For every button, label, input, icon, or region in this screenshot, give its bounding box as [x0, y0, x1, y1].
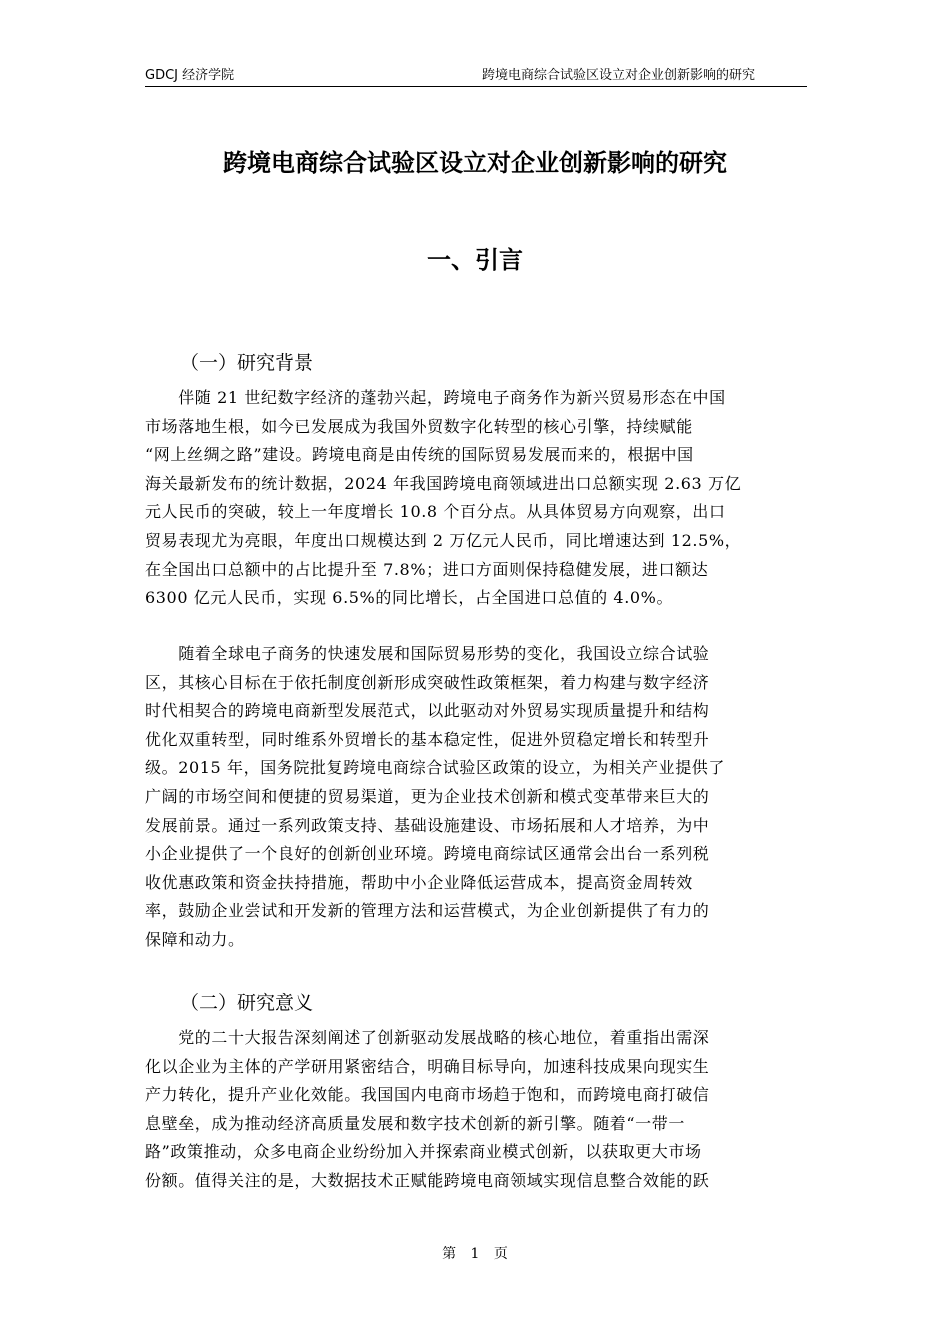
text-line: 海关最新发布的统计数据，2024 年我国跨境电商领域进出口总额实现 2.63 万亿: [145, 473, 742, 493]
paragraph-background-1: [145, 384, 807, 613]
page-number: 1: [470, 1246, 480, 1262]
text-line: 贸易表现尤为亮眼，年度出口规模达到 2 万亿元人民币，同比增速达到 12.5%，: [145, 530, 742, 550]
subheading-research-background: （一）研究背景: [180, 352, 314, 374]
text-line: 化以企业为主体的产学研用紧密结合，明确目标导向，加速科技成果向现实生: [145, 1056, 710, 1076]
text-line: 保障和动力。: [145, 929, 245, 949]
page-number-suffix: 页: [493, 1246, 508, 1262]
header-right-text: 跨境电商综合试验区设立对企业创新影响的研究: [481, 68, 755, 83]
page-number-prefix: 第: [442, 1246, 457, 1262]
section-heading-introduction: 一、引言: [427, 246, 523, 274]
subheading-research-significance: （二）研究意义: [180, 992, 314, 1014]
text-line: 优化双重转型，同时维系外贸增长的基本稳定性，促进外贸稳定增长和转型升: [145, 729, 710, 749]
text-line: 伴随 21 世纪数字经济的蓬勃兴起，跨境电子商务作为新兴贸易形态在中国: [145, 388, 726, 407]
text-line: 收优惠政策和资金扶持措施，帮助中小企业降低运营成本，提高资金周转效: [145, 872, 693, 892]
text-line: 产力转化，提升产业化效能。我国国内电商市场趋于饱和，而跨境电商打破信: [145, 1085, 710, 1105]
text-line: “网上丝绸之路”建设。跨境电商是由传统的国际贸易发展而来的，根据中国: [145, 445, 694, 465]
text-line: 级。2015 年，国务院批复跨境电商综合试验区政策的设立，为相关产业提供了: [145, 758, 726, 778]
text-line: 随着全球电子商务的快速发展和国际贸易形势的变化，我国设立综合试验: [145, 644, 710, 663]
text-line: 在全国出口总额中的占比提升至 7.8%；进口方面则保持稳健发展，进口额达: [145, 559, 709, 579]
text-line: 份额。值得关注的是，大数据技术正赋能跨境电商领域实现信息整合效能的跃: [145, 1170, 710, 1190]
page-header: [145, 66, 807, 87]
text-line: 广阔的市场空间和便捷的贸易渠道，更为企业技术创新和模式变革带来巨大的: [145, 786, 710, 806]
document-title: 跨境电商综合试验区设立对企业创新影响的研究: [223, 149, 727, 177]
text-line: 区，其核心目标在于依托制度创新形成突破性政策框架，着力构建与数字经济: [145, 672, 710, 692]
text-line: 路”政策推动，众多电商企业纷纷加入并探索商业模式创新，以获取更大市场: [145, 1142, 702, 1162]
text-line: 时代相契合的跨境电商新型发展范式，以此驱动对外贸易实现质量提升和结构: [145, 701, 710, 721]
paragraph-significance-1: [145, 1024, 807, 1196]
paragraph-background-2: [145, 640, 807, 955]
text-line: 息壁垒，成为推动经济高质量发展和数字技术创新的新引擎。随着“一带一: [145, 1113, 685, 1133]
text-line: 小企业提供了一个良好的创新创业环境。跨境电商综试区通常会出台一系列税: [145, 844, 710, 864]
text-line: 率，鼓励企业尝试和开发新的管理方法和运营模式，为企业创新提供了有力的: [145, 901, 710, 921]
header-left-text: GDCJ 经济学院: [145, 68, 235, 83]
text-line: 元人民币的突破，较上一年度增长 10.8 个百分点。从具体贸易方向观察，出口: [145, 502, 726, 522]
text-line: 市场落地生根，如今已发展成为我国外贸数字化转型的核心引擎，持续赋能: [145, 416, 693, 436]
text-line: 6300 亿元人民币，实现 6.5%的同比增长，占全国进口总值的 4.0%。: [145, 588, 674, 608]
page-footer: [0, 1244, 950, 1264]
text-line: 发展前景。通过一系列政策支持、基础设施建设、市场拓展和人才培养，为中: [145, 815, 710, 835]
text-line: 党的二十大报告深刻阐述了创新驱动发展战略的核心地位，着重指出需深: [145, 1028, 710, 1047]
